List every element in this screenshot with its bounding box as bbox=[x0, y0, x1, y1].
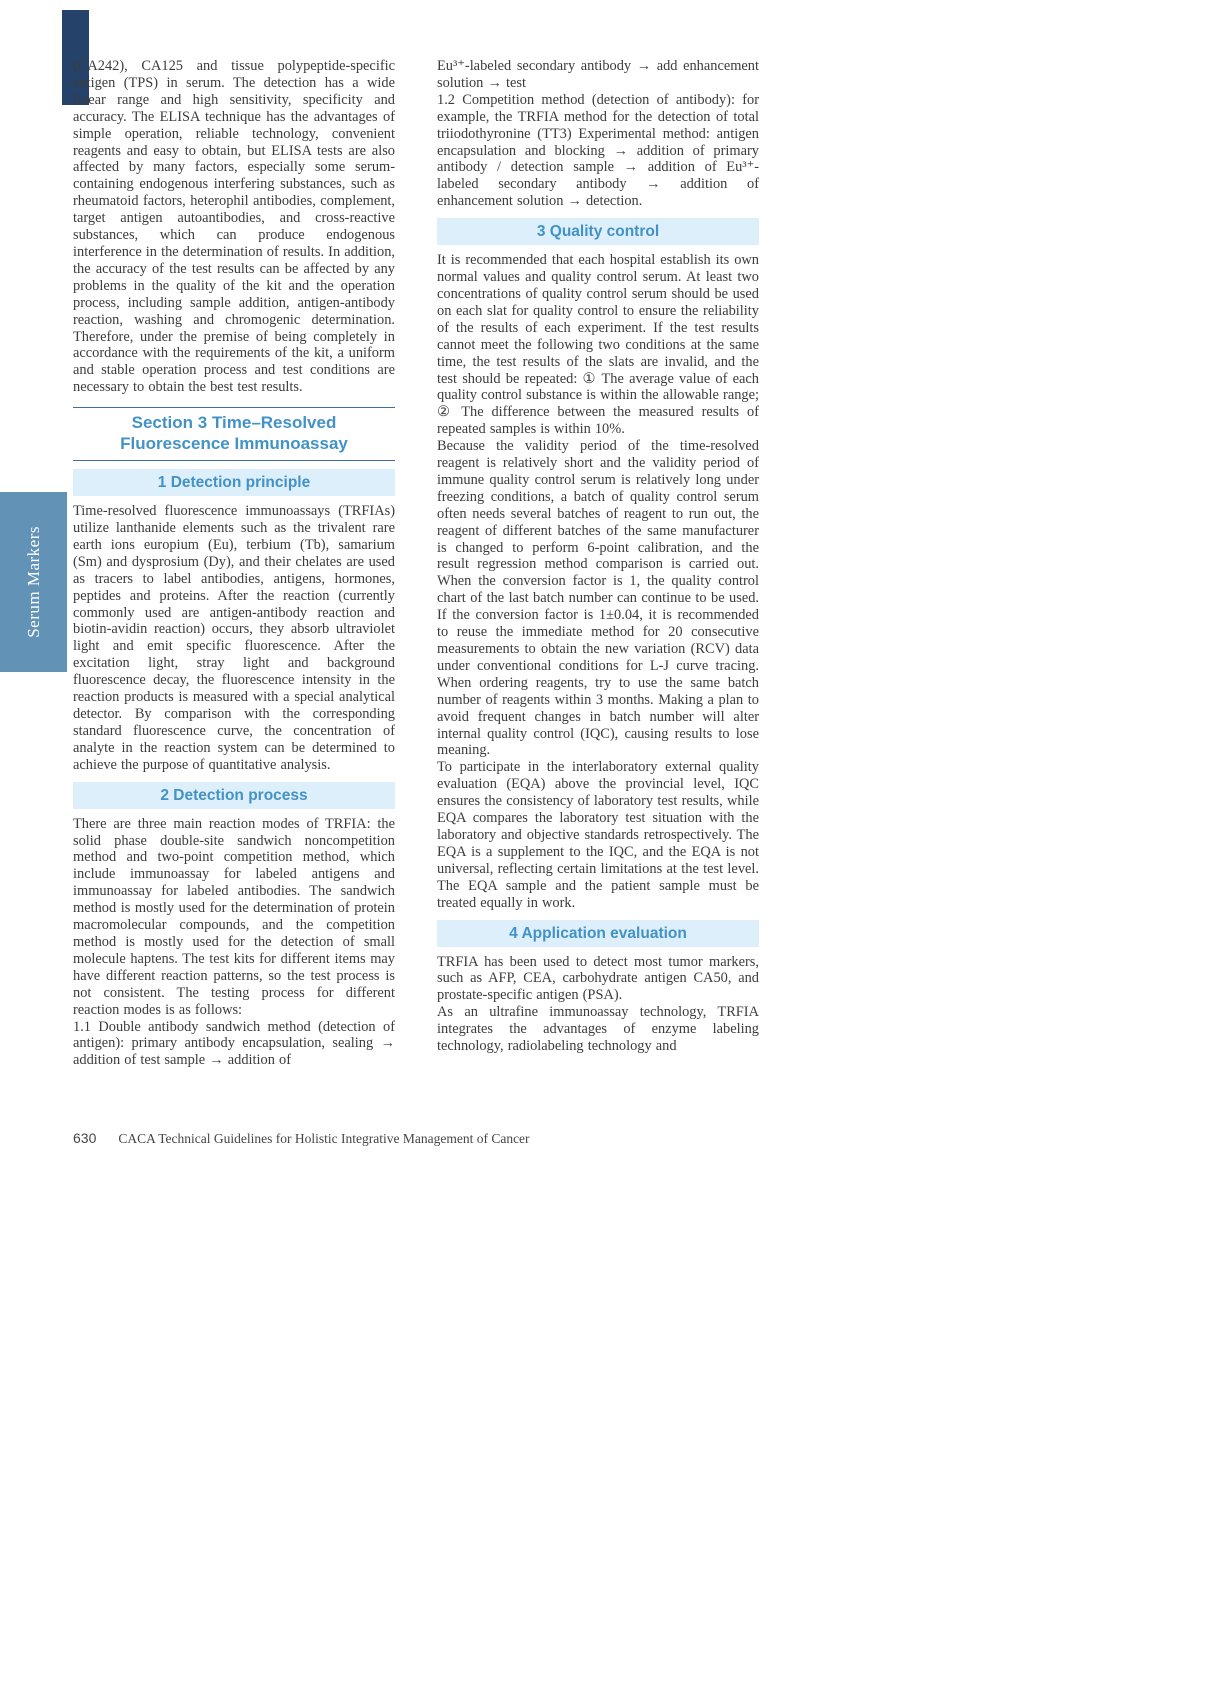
serum-markers-edge-tab bbox=[0, 492, 67, 672]
left-column bbox=[73, 58, 395, 1069]
body-paragraph: It is recommended that each hospital establish its own normal values and quality control serum. At least two concentrations of quality control serum should be used on each slat for quality control to ensure the reliability of the results of each experiment. If the test results cannot meet the following two conditions at the same time, the test results of the slats are invalid, and the test should be repeated: ① The average value of each quality control substance is within the allowable range; ② The difference between the measured results of repeated samples is within 10%. bbox=[437, 252, 759, 438]
body-paragraph: (CA242), CA125 and tissue polypeptide-specific antigen (TPS) in serum. The detection has a wide linear range and high sensitivity, specificity and accuracy. The ELISA technique has the advantages of simple operation, reliable technology, convenient reagents and easy to obtain, but ELISA tests are also affected by many factors, especially some serum-containing endogenous interfering substances, such as rheumatoid factors, heterophil antibodies, complement, target antigen autoantibodies, and cross-reactive substances, which can produce endogenous interference in the determination of results. In addition, the accuracy of the test results can be affected by any problems in the quality of the kit and the operation process, including sample addition, antigen-antibody reaction, washing and chromogenic determination. Therefore, under the premise of being completely in accordance with the requirements of the kit, a uniform and stable operation process and test conditions are necessary to obtain the best test results. bbox=[73, 58, 395, 396]
right-column bbox=[437, 58, 759, 1055]
subsection-heading: 2 Detection process bbox=[73, 782, 395, 809]
body-paragraph: 1.2 Competition method (detection of antibody): for example, the TRFIA method for the detection of total triiodothyronine (TT3) Experimental method: antigen encapsulation and blocking → addition of primary antibody / detection sample → addition of Eu³⁺-labeled secondary antibody → addition of enhancement solution → detection. bbox=[437, 91, 759, 210]
section-heading: Section 3 Time–Resolved Fluorescence Immunoassay bbox=[73, 407, 395, 461]
body-paragraph: Eu³⁺-labeled secondary antibody → add enhancement solution → test bbox=[437, 58, 759, 91]
body-paragraph: To participate in the interlaboratory external quality evaluation (EQA) above the provincial level, IQC ensures the consistency of laboratory test results, while EQA compares the laboratory test situation with the laboratory and objective standards retrospectively. The EQA is a supplement to the IQC, and the EQA is not universal, reflecting certain limitations at the test level. The EQA sample and the patient sample must be treated equally in work. bbox=[437, 759, 759, 911]
body-paragraph: Because the validity period of the time-resolved reagent is relatively short and the validity period of immune quality control serum is relatively long under freezing conditions, a batch of quality control serum often needs several batches of reagent to run out, the reagent of different batches of the same manufacturer is changed to perform 6-point calibration, and the result regression method comparison is carried out. When the conversion factor is 1, the quality control chart of the last batch number can continue to be used. If the conversion factor is 1±0.04, it is recommended to reuse the immediate method for 20 consecutive measurements to obtain the new variation (RCV) data under conventional conditions for L-J curve tracing. When ordering reagents, try to use the same batch number of reagents within 3 months. Making a plan to avoid frequent changes in batch number will alter internal quality control (IQC), causing results to lose meaning. bbox=[437, 438, 759, 759]
subsection-heading: 4 Application evaluation bbox=[437, 920, 759, 947]
footer bbox=[73, 1130, 763, 1147]
body-paragraph: Time-resolved fluorescence immunoassays (TRFIAs) utilize lanthanide elements such as the trivalent rare earth ions europium (Eu), terbium (Tb), samarium (Sm) and dysprosium (Dy), and their chelates are used as tracers to label antibodies, antigens, hormones, peptides and proteins. After the reaction (currently commonly used are antigen-antibody reaction and biotin-avidin reaction) occurs, they absorb ultraviolet light and emit specific fluorescence. After the excitation light, stray light and background fluorescence decay, the fluorescence intensity in the reaction products is measured with a special analytical detector. By comparison with the corresponding standard fluorescence curve, the concentration of analyte in the reaction system can be determined to achieve the purpose of quantitative analysis. bbox=[73, 503, 395, 773]
body-paragraph: There are three main reaction modes of TRFIA: the solid phase double-site sandwich noncompetition method and two-point competition method, which include immunoassay for labeled antigens and immunoassay for labeled antibodies. The sandwich method is mostly used for the determination of protein macromolecular compounds, and the competition method is mostly used for the detection of small molecule haptens. The test kits for different items may have different reaction patterns, so the test process is not consistent. The testing process for different reaction modes is as follows: bbox=[73, 815, 395, 1018]
footer-title: CACA Technical Guidelines for Holistic Integrative Management of Cancer bbox=[118, 1131, 530, 1146]
page-number: 630 bbox=[73, 1130, 97, 1146]
body-paragraph: TRFIA has been used to detect most tumor markers, such as AFP, CEA, carbohydrate antigen CA50, and prostate-specific antigen (PSA). bbox=[437, 953, 759, 1004]
subsection-heading: 1 Detection principle bbox=[73, 469, 395, 496]
subsection-heading: 3 Quality control bbox=[437, 218, 759, 245]
body-paragraph: As an ultrafine immunoassay technology, TRFIA integrates the advantages of enzyme labeling technology, radiolabeling technology and bbox=[437, 1004, 759, 1055]
body-paragraph: 1.1 Double antibody sandwich method (detection of antigen): primary antibody encapsulation, sealing → addition of test sample → addition of bbox=[73, 1018, 395, 1069]
serum-markers-tab-label: Serum Markers bbox=[23, 526, 43, 638]
